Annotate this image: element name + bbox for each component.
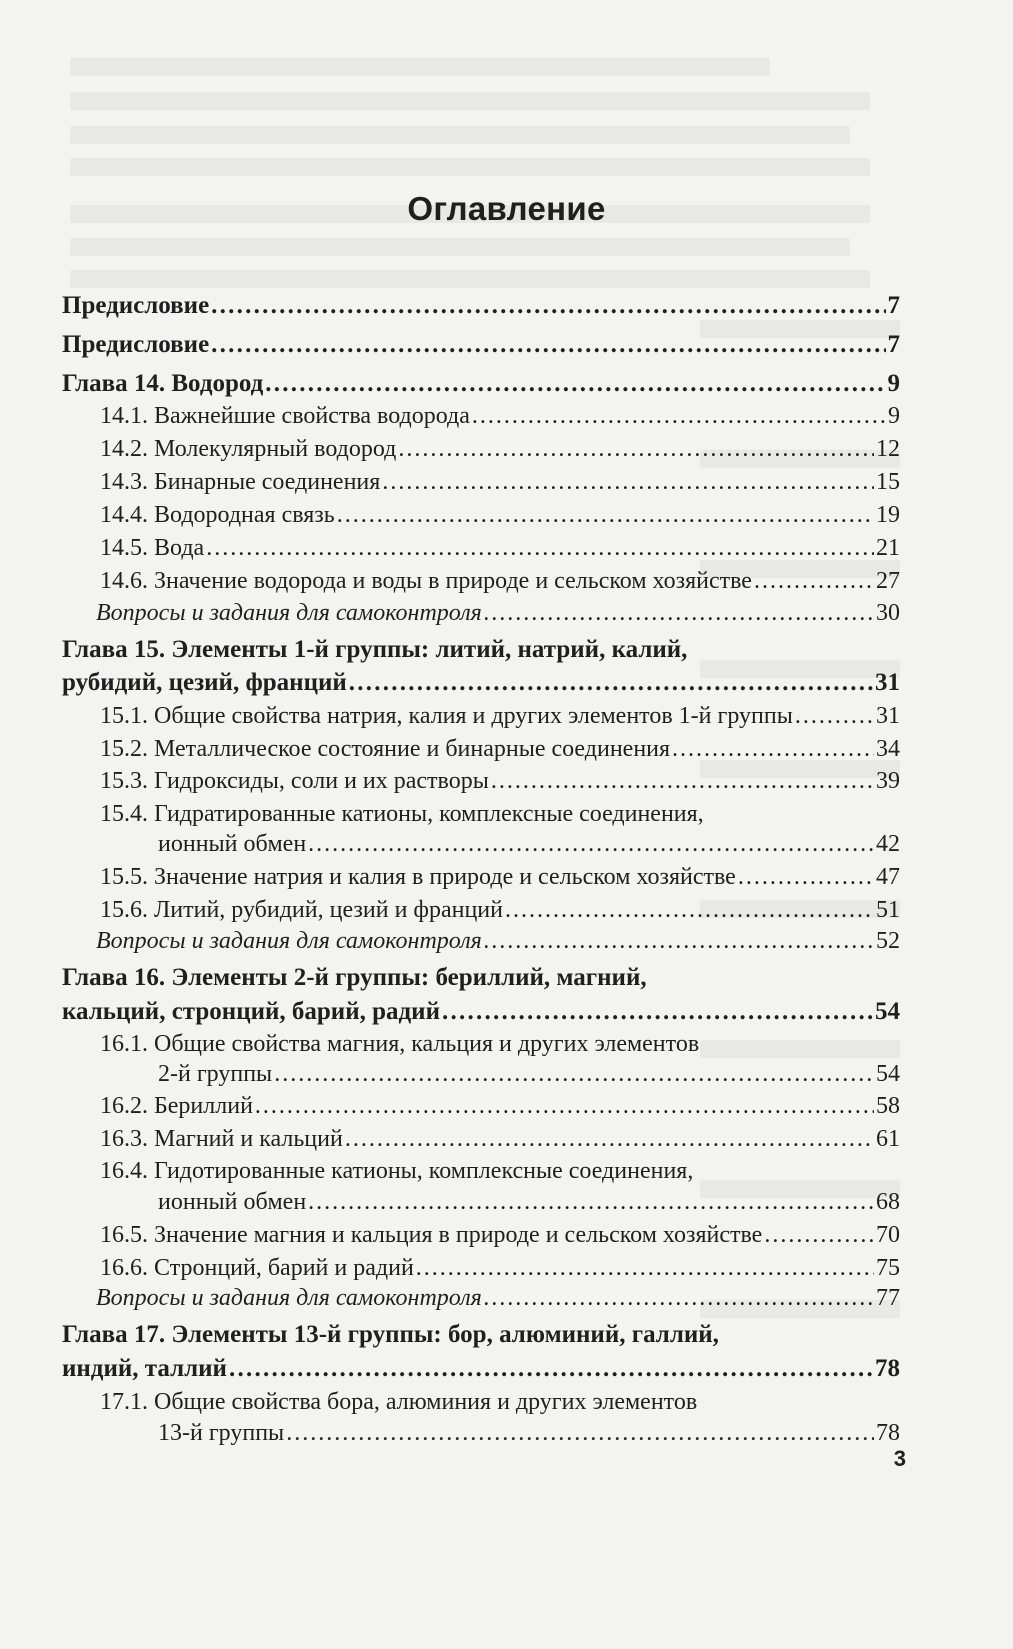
entry-page-number: 7 (887, 292, 900, 319)
toc-entry-preface[interactable] (62, 292, 900, 319)
dot-leader (308, 831, 874, 858)
entry-label: Предисловие (62, 292, 210, 319)
entry-label: индий, таллий (62, 1355, 227, 1382)
toc-entry-chapter-15-line1[interactable]: Глава 15. Элементы 1-й группы: литий, натрий, калий, (62, 636, 688, 663)
toc-entry-section[interactable] (100, 1222, 900, 1249)
toc-entry-section[interactable] (100, 502, 900, 529)
toc-entry-section[interactable] (100, 568, 900, 595)
dot-leader (484, 600, 874, 627)
dot-leader (255, 1093, 874, 1120)
toc-entry-section[interactable] (100, 535, 900, 562)
toc-entry-section[interactable] (100, 768, 900, 795)
toc-entry-chapter-17[interactable] (62, 1355, 900, 1382)
entry-label: Вопросы и задания для самоконтроля (96, 928, 482, 954)
entry-label: ионный обмен (158, 1189, 307, 1215)
dot-leader (484, 1285, 874, 1312)
dot-leader (505, 897, 874, 924)
toc-entry-section[interactable] (100, 1093, 900, 1120)
toc-entry-section[interactable] (100, 1255, 900, 1282)
toc-entry-section[interactable] (100, 1061, 900, 1088)
entry-page-number: 75 (876, 1255, 900, 1281)
dot-leader (349, 669, 873, 696)
entry-label: 16.3. Магний и кальций (100, 1126, 343, 1152)
dot-leader (472, 403, 886, 430)
dot-leader (265, 370, 885, 397)
entry-page-number: 54 (875, 998, 900, 1025)
entry-label: 2-й группы (158, 1061, 273, 1087)
toc-entry-section[interactable] (100, 864, 900, 891)
dot-leader (308, 1189, 874, 1216)
dot-leader (738, 864, 874, 891)
dot-leader (754, 568, 874, 595)
toc-entry-section[interactable] (100, 1189, 900, 1216)
dot-leader (672, 736, 874, 763)
toc-entry-section[interactable] (100, 469, 900, 496)
entry-label: ионный обмен (158, 831, 307, 857)
entry-page-number: 78 (876, 1420, 900, 1446)
toc-entry-section-line1[interactable]: 17.1. Общие свойства бора, алюминия и других элементов (100, 1389, 698, 1415)
dot-leader (398, 436, 874, 463)
toc-entry-section-line1[interactable]: 16.1. Общие свойства магния, кальция и других элементов (100, 1031, 700, 1057)
entry-page-number: 68 (876, 1189, 900, 1215)
entry-label: 14.1. Важнейшие свойства водорода (100, 403, 470, 429)
entry-label: Вопросы и задания для самоконтроля (96, 1285, 482, 1311)
entry-label: 15.6. Литий, рубидий, цезий и франций (100, 897, 503, 923)
toc-entry-section-line1[interactable]: 16.4. Гидотированные катионы, комплексные соединения, (100, 1158, 694, 1184)
entry-page-number: 58 (876, 1093, 900, 1119)
dot-leader (491, 768, 874, 795)
entry-page-number: 15 (876, 469, 900, 495)
entry-label: кальций, стронций, барий, радий (62, 998, 440, 1025)
entry-page-number: 54 (876, 1061, 900, 1087)
toc-entry-self-check-questions[interactable] (96, 600, 900, 627)
entry-label: 15.2. Металлическое состояние и бинарные соединения (100, 736, 671, 762)
toc-entry-section[interactable] (100, 736, 900, 763)
entry-label: Вопросы и задания для самоконтроля (96, 600, 482, 626)
entry-label: 16.2. Бериллий (100, 1093, 253, 1119)
toc-entry-section[interactable] (100, 831, 900, 858)
entry-page-number: 77 (876, 1285, 900, 1311)
dot-leader (211, 292, 885, 319)
dot-leader (795, 703, 874, 730)
dot-leader (382, 469, 874, 496)
dot-leader (416, 1255, 874, 1282)
dot-leader (206, 535, 874, 562)
entry-page-number: 9 (887, 370, 900, 397)
toc-entry-section-line1[interactable]: 15.4. Гидратированные катионы, комплексные соединения, (100, 801, 704, 827)
entry-page-number: 27 (876, 568, 900, 594)
entry-page-number: 70 (876, 1222, 900, 1248)
toc-entry-section[interactable] (100, 436, 900, 463)
dot-leader (345, 1126, 874, 1153)
entry-page-number: 30 (876, 600, 900, 626)
dot-leader (337, 502, 874, 529)
toc-entry-section[interactable] (100, 897, 900, 924)
page-title: Оглавление (407, 190, 606, 227)
dot-leader (286, 1420, 874, 1447)
entry-label: 14.5. Вода (100, 535, 205, 561)
entry-page-number: 9 (888, 403, 900, 429)
toc-entry-section[interactable] (100, 403, 900, 430)
page-number-footer: 3 (893, 1446, 906, 1471)
entry-label: рубидий, цезий, франций (62, 669, 347, 696)
entry-label: 15.3. Гидроксиды, соли и их растворы (100, 768, 489, 794)
dot-leader (442, 998, 873, 1025)
entry-label: 15.1. Общие свойства натрия, калия и других элементов 1-й группы (100, 703, 793, 729)
entry-label: 13-й группы (158, 1420, 285, 1446)
entry-page-number: 47 (876, 864, 900, 890)
toc-entry-section[interactable] (100, 1420, 900, 1447)
entry-page-number: 12 (876, 436, 900, 462)
toc-entry-self-check-questions[interactable] (96, 928, 900, 955)
entry-page-number: 42 (876, 831, 900, 857)
entry-label: 14.2. Молекулярный водород (100, 436, 397, 462)
entry-page-number: 19 (876, 502, 900, 528)
toc-entry-chapter-14[interactable] (62, 370, 900, 397)
entry-page-number: 51 (876, 897, 900, 923)
entry-page-number: 78 (875, 1355, 900, 1382)
entry-page-number: 52 (876, 928, 900, 954)
toc-entry-chapter-15[interactable] (62, 669, 900, 696)
toc-entry-section[interactable] (100, 703, 900, 730)
entry-label: 14.6. Значение водорода и воды в природе и сельском хозяйстве (100, 568, 752, 594)
dot-leader (484, 928, 874, 955)
entry-label: 15.5. Значение натрия и калия в природе и сельском хозяйстве (100, 864, 736, 890)
toc-entry-self-check-questions[interactable] (96, 1285, 900, 1312)
entry-label: 14.3. Бинарные соединения (100, 469, 381, 495)
dot-leader (274, 1061, 874, 1088)
toc-entry-chapter-17-line1[interactable]: Глава 17. Элементы 13-й группы: бор, алюминий, галлий, (62, 1321, 719, 1348)
entry-label: 16.5. Значение магния и кальция в природе и сельском хозяйстве (100, 1222, 763, 1248)
entry-label: Глава 14. Водород (62, 370, 264, 397)
entry-label: Предисловие (62, 331, 210, 358)
entry-page-number: 7 (887, 331, 900, 358)
toc-entry-chapter-16-line1[interactable]: Глава 16. Элементы 2-й группы: бериллий, магний, (62, 964, 647, 991)
entry-page-number: 31 (875, 669, 900, 696)
entry-label: 14.4. Водородная связь (100, 502, 335, 528)
toc-entry-chapter-16[interactable] (62, 998, 900, 1025)
dot-leader (764, 1222, 874, 1249)
toc-entry-section[interactable] (100, 1126, 900, 1153)
entry-page-number: 61 (876, 1126, 900, 1152)
entry-page-number: 34 (876, 736, 900, 762)
dot-leader (211, 331, 885, 358)
entry-label: 16.6. Стронций, барий и радий (100, 1255, 414, 1281)
entry-page-number: 31 (876, 703, 900, 729)
entry-page-number: 21 (876, 535, 900, 561)
dot-leader (229, 1355, 873, 1382)
entry-page-number: 39 (876, 768, 900, 794)
toc-entry-preface[interactable] (62, 331, 900, 358)
